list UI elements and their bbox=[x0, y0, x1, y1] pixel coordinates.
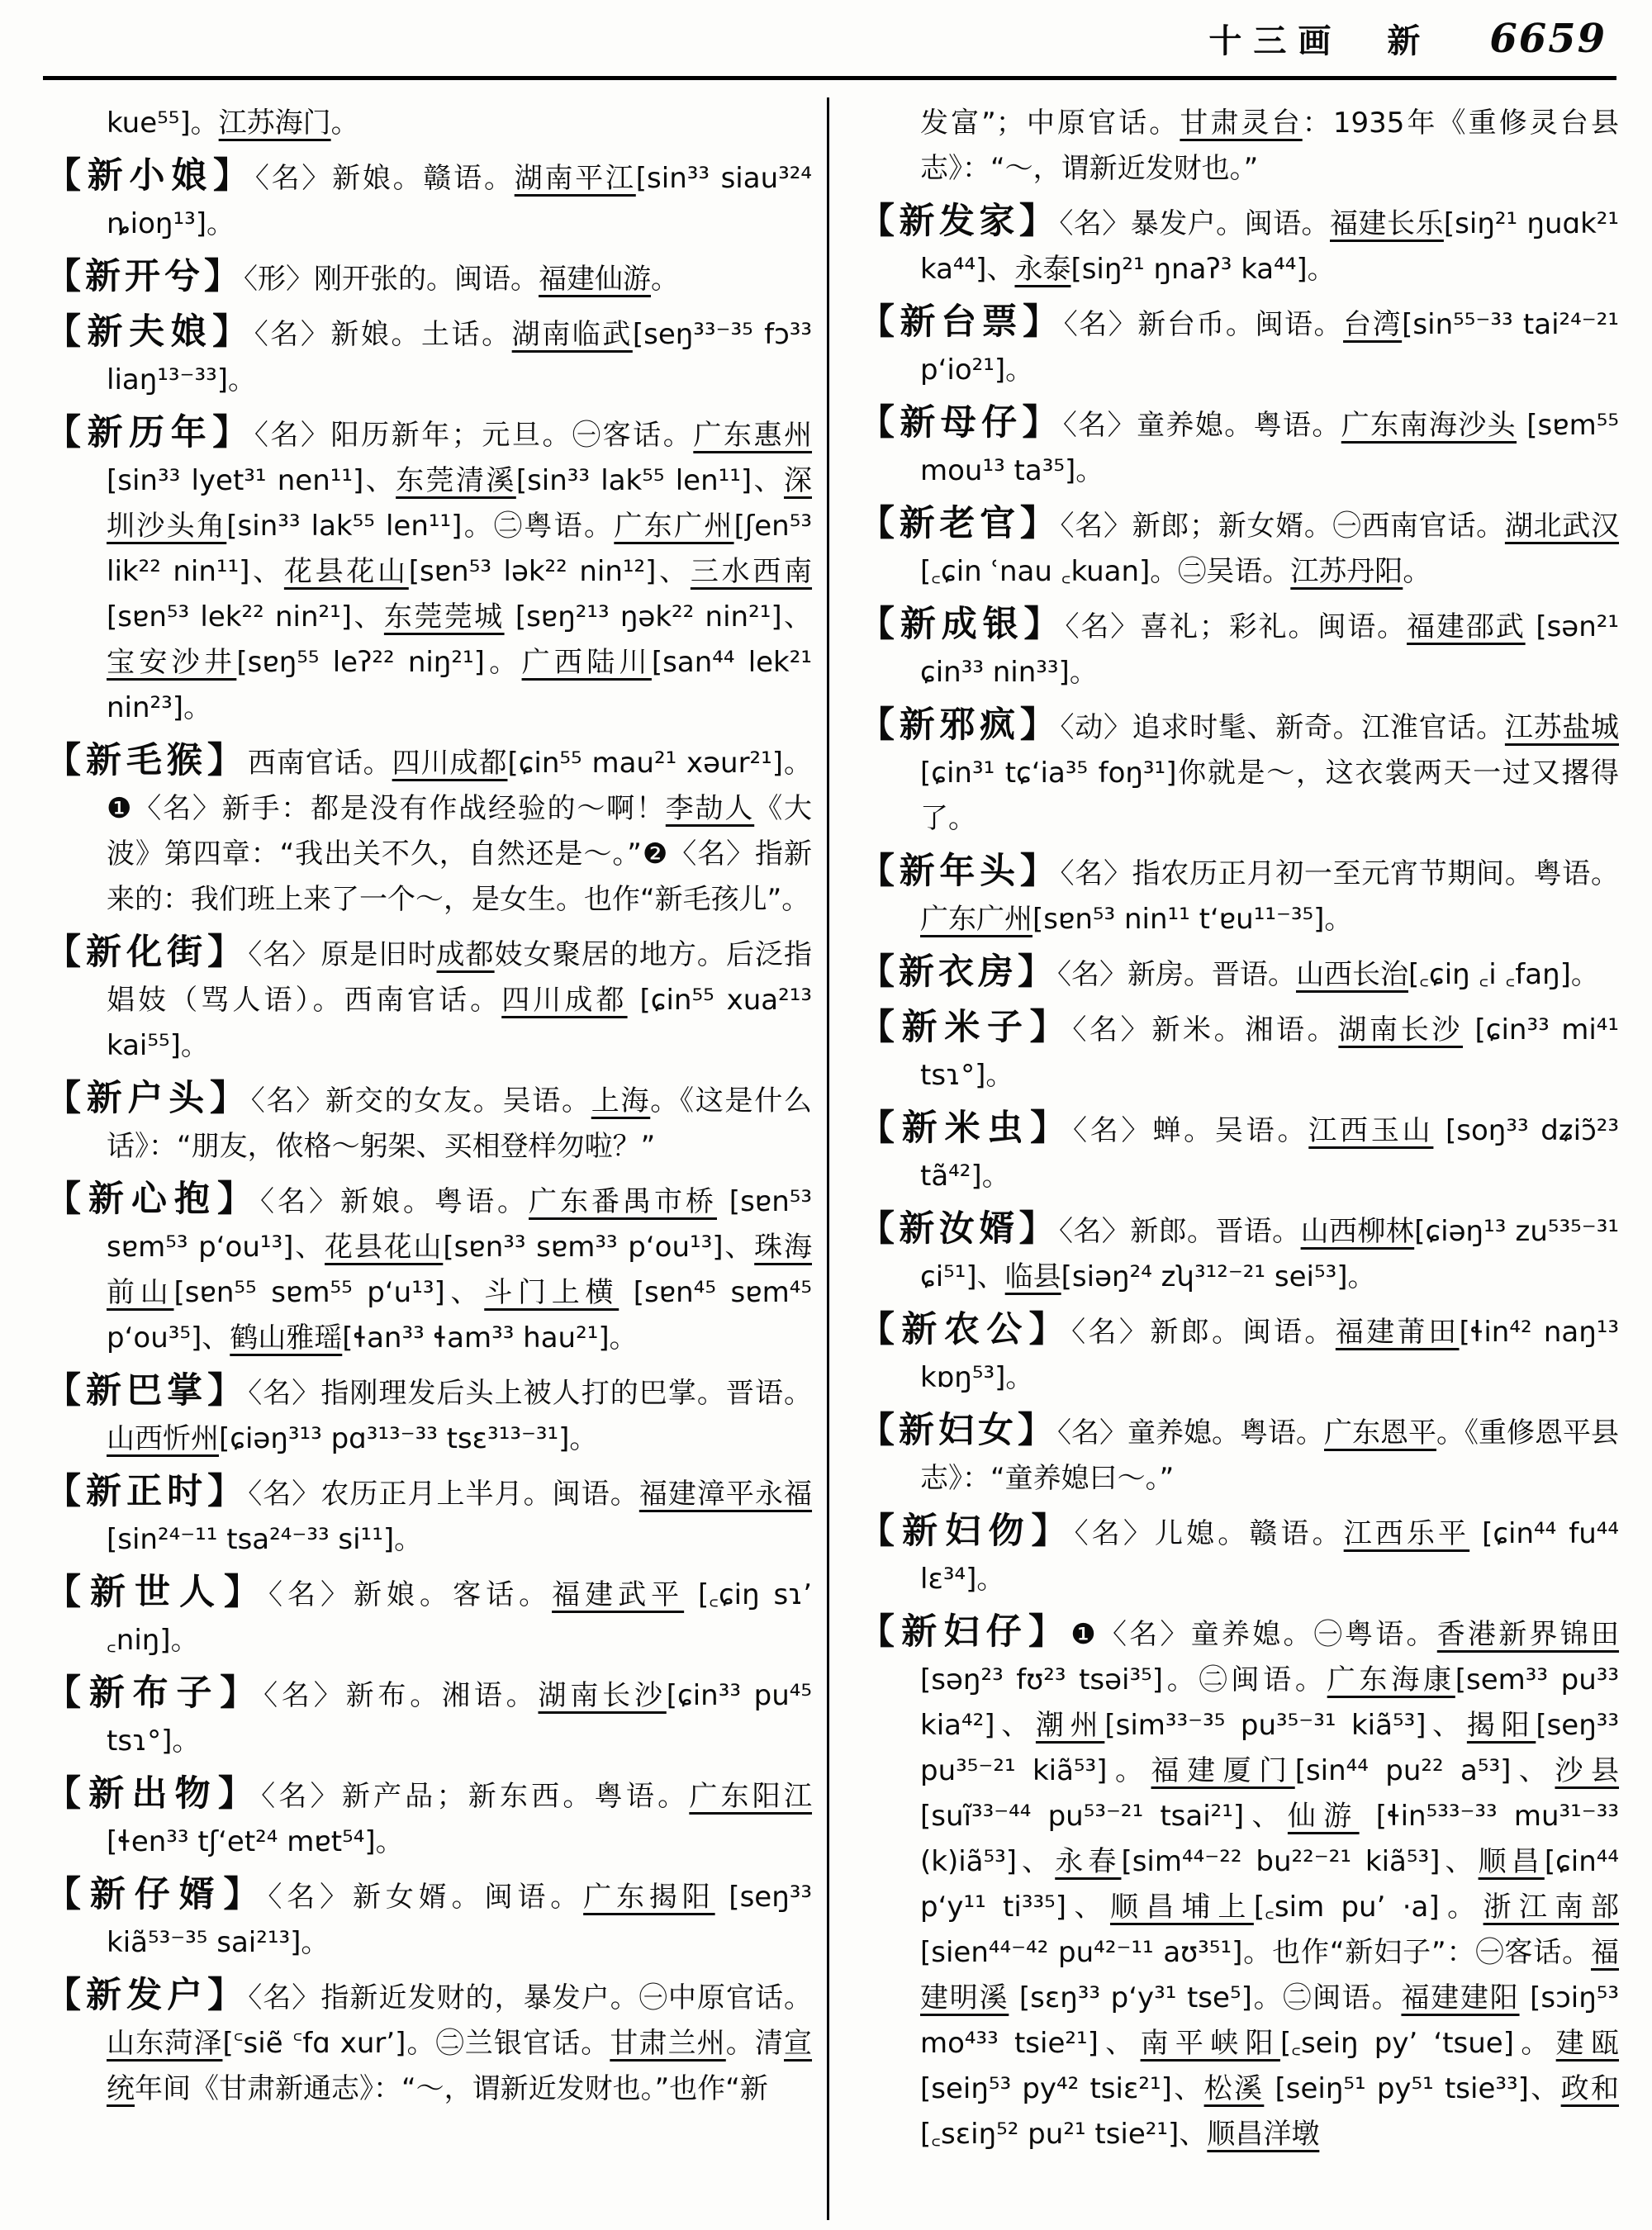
column-divider bbox=[827, 97, 829, 2220]
dictionary-entry bbox=[859, 403, 1619, 494]
body-text: [sien⁴⁴⁻⁴² pu⁴²⁻¹¹ aʊ³⁵¹]。也作“新妇子”：㊀客话。 bbox=[920, 1936, 1591, 1969]
place-name: 香港新界锦田 bbox=[1436, 1618, 1620, 1651]
body-text: 〈名〉新郎。闽语。 bbox=[1071, 1316, 1336, 1349]
place-name: 江西乐平 bbox=[1343, 1517, 1470, 1550]
body-text: [sɐŋ²¹³ ŋək²² nin²¹]、 bbox=[504, 600, 813, 633]
place-name: 山东菏泽 bbox=[107, 2027, 223, 2060]
entry-headword: 【新巴掌】 bbox=[45, 1370, 249, 1412]
body-text: [sɐn⁵³ nin¹¹ t‘ɐu¹¹⁻³⁵]。 bbox=[1032, 903, 1353, 936]
body-text: 〈名〉新娘。土话。 bbox=[254, 318, 512, 351]
page-header bbox=[1208, 15, 1607, 62]
body-text: [꜂siẽ ꜂fɑ xur’]。㊁兰银官话。 bbox=[222, 2027, 610, 2060]
place-name: 斗门上横 bbox=[484, 1276, 620, 1309]
place-name: 揭阳 bbox=[1466, 1709, 1536, 1742]
body-text: 〈名〉童养媳。粤语。 bbox=[1062, 409, 1341, 442]
dictionary-entry bbox=[859, 202, 1619, 292]
dictionary-entry bbox=[45, 312, 812, 403]
place-name: 永春 bbox=[1055, 1845, 1122, 1878]
place-name: 东莞清溪 bbox=[396, 464, 516, 497]
dictionary-entry bbox=[45, 1079, 812, 1170]
place-name: 上海 bbox=[591, 1084, 651, 1117]
body-text: [꜀ɕin ʿnau ꜀kuan]。㊁吴语。 bbox=[920, 555, 1291, 588]
place-name: 顺昌洋墩 bbox=[1207, 2118, 1320, 2151]
body-text: 〈名〉新郎；新女婿。㊀西南官话。 bbox=[1060, 510, 1505, 543]
place-name: 仙游 bbox=[1287, 1800, 1360, 1833]
body-text: 《大波》第四章：“我出关不久，自然还是～。”❷〈名〉指新来的：我们班上来了一个～，是女生。也作“新毛孩儿”。 bbox=[107, 792, 813, 916]
entry-headword: 【新化街】 bbox=[45, 932, 249, 973]
body-text: 〈名〉指农历正月初一至元宵节期间。粤语。 bbox=[1060, 857, 1620, 890]
place-name: 四川成都 bbox=[501, 984, 628, 1017]
place-name: 鹤山雅瑶 bbox=[230, 1321, 343, 1355]
entry-headword: 【新夫娘】 bbox=[45, 311, 254, 353]
continuation-text bbox=[45, 101, 812, 146]
body-text: [san⁴⁴ lek²¹ nin²³]。 bbox=[107, 646, 813, 724]
body-text: 〈名〉喜礼；彩礼。闽语。 bbox=[1065, 610, 1408, 643]
entry-headword: 【新台票】 bbox=[859, 301, 1064, 343]
place-name: 三水西南 bbox=[690, 555, 813, 588]
body-text: 〈名〉新女婿。闽语。 bbox=[268, 1881, 584, 1914]
place-name: 南平峡阳 bbox=[1140, 2027, 1280, 2060]
body-text: [ɕin³¹ tɕ‘ia³⁵ foŋ³¹]你就是～，这衣裳两天一过又撂得了。 bbox=[920, 757, 1619, 835]
body-text: [sin³³ lyet³¹ nen¹¹]、 bbox=[107, 464, 396, 497]
entry-headword: 【新年头】 bbox=[859, 851, 1061, 892]
entry-headword: 【新出物】 bbox=[45, 1773, 262, 1815]
place-name: 福建明溪 bbox=[920, 1936, 1619, 2014]
entry-headword: 【新成银】 bbox=[859, 604, 1066, 645]
place-name: 湖北武汉 bbox=[1504, 510, 1620, 543]
body-text: [ɕiəŋ³¹³ pɑ³¹³⁻³³ tsɛ³¹³⁻³¹]。 bbox=[219, 1422, 598, 1455]
body-text: 〈形〉刚开张的。闽语。 bbox=[244, 263, 539, 296]
place-name: 广东恩平 bbox=[1324, 1416, 1436, 1450]
entry-headword: 【新户头】 bbox=[45, 1078, 251, 1119]
body-text: 〈名〉儿媳。赣语。 bbox=[1074, 1517, 1344, 1550]
dictionary-entry bbox=[45, 1673, 812, 1764]
place-name: 福建漳平永福 bbox=[638, 1478, 813, 1511]
body-text: 〈名〉新娘。粤语。 bbox=[260, 1185, 529, 1218]
entry-headword: 【新正时】 bbox=[45, 1471, 249, 1512]
dictionary-entry bbox=[859, 1008, 1619, 1098]
body-text: 〈名〉童养媳。粤语。 bbox=[1057, 1416, 1324, 1450]
body-text: [soŋ³³ dʑiɔ̃²³ tã⁴²]。 bbox=[920, 1114, 1620, 1193]
body-text: [seiŋ⁵¹ py⁵¹ tsie³³]、 bbox=[1264, 2072, 1561, 2105]
dictionary-entry bbox=[45, 156, 812, 247]
body-text: kue⁵⁵]。 bbox=[107, 107, 219, 140]
place-name: 台湾 bbox=[1343, 308, 1403, 341]
body-text: 〈动〉追求时髦、新奇。江淮官话。 bbox=[1060, 711, 1505, 744]
body-text: 。 bbox=[330, 107, 359, 140]
body-text: 〈名〉新米。湘语。 bbox=[1072, 1013, 1339, 1046]
body-text: 〈名〉新布。湘语。 bbox=[263, 1679, 539, 1712]
body-text: 妓女聚居的地方。后泛指娼妓（骂人语）。西南官话。 bbox=[107, 938, 813, 1017]
left-column bbox=[45, 101, 812, 2122]
place-name: 广东广州 bbox=[614, 510, 734, 543]
body-text: 〈名〉新产品；新东西。粤语。 bbox=[261, 1780, 690, 1813]
place-name: 江苏海门 bbox=[218, 107, 331, 140]
entry-headword: 【新农公】 bbox=[859, 1309, 1072, 1350]
place-name: 建瓯 bbox=[1555, 2027, 1620, 2060]
body-text: [ɬin⁴² naŋ¹³ kɒŋ⁵³]。 bbox=[920, 1316, 1620, 1394]
place-name: 成都 bbox=[436, 938, 495, 971]
body-text: 〈名〉新交的女友。吴语。 bbox=[250, 1084, 591, 1117]
dictionary-entry bbox=[45, 1179, 812, 1361]
place-name: 广东揭阳 bbox=[583, 1881, 715, 1914]
place-name: 顺昌埔上 bbox=[1109, 1891, 1254, 1924]
body-text: [sim³³⁻³⁵ pu³⁵⁻³¹ kiã⁵³]、 bbox=[1104, 1709, 1467, 1742]
entry-headword: 【新米子】 bbox=[859, 1007, 1073, 1048]
entry-headword: 【新妇仔】 bbox=[859, 1611, 1071, 1653]
place-name: 甘肃兰州 bbox=[610, 2027, 726, 2060]
body-text: [꜀ɕiŋ sɿ’ ꜀niŋ]。 bbox=[107, 1578, 813, 1657]
place-name: 福建建阳 bbox=[1401, 1981, 1520, 2014]
dictionary-entry bbox=[859, 705, 1619, 842]
dictionary-entry bbox=[45, 257, 812, 302]
body-text: 〈名〉新房。晋语。 bbox=[1057, 958, 1296, 991]
place-name: 东莞莞城 bbox=[383, 600, 505, 633]
place-name: 江苏丹阳 bbox=[1290, 555, 1403, 588]
entry-headword: 【新历年】 bbox=[45, 412, 254, 453]
dictionary-entry bbox=[859, 1108, 1619, 1199]
dictionary-entry bbox=[45, 932, 812, 1069]
entry-headword: 【新发户】 bbox=[45, 1975, 249, 2016]
body-text: [sɐn⁵³ lək²² nin¹²]、 bbox=[408, 555, 691, 588]
place-name: 李劼人 bbox=[665, 792, 755, 825]
place-name: 政和 bbox=[1560, 2072, 1620, 2105]
place-name: 松溪 bbox=[1203, 2072, 1265, 2105]
dictionary-entry bbox=[45, 1472, 812, 1563]
body-text: [sin²⁴⁻¹¹ tsa²⁴⁻³³ si¹¹]。 bbox=[107, 1523, 423, 1556]
body-text: [siəŋ²⁴ zʮ³¹²⁻²¹ sei⁵³]。 bbox=[1061, 1260, 1376, 1293]
place-name: 福建厦门 bbox=[1151, 1754, 1295, 1787]
body-text: [ɕin⁵⁵ mau²¹ xəur²¹]。❶〈名〉新手：都是没有作战经验的～啊！ bbox=[107, 747, 813, 825]
dictionary-entry bbox=[859, 302, 1619, 393]
place-name: 福建武平 bbox=[552, 1578, 685, 1611]
place-name: 江西玉山 bbox=[1308, 1114, 1434, 1147]
body-text: [ɕin⁴⁴ fu⁴⁴ lɛ³⁴]。 bbox=[920, 1517, 1620, 1596]
body-text: [sɐn⁵⁵ sɐm⁵⁵ p‘u¹³]、 bbox=[173, 1276, 485, 1309]
body-text: 西南官话。 bbox=[247, 747, 392, 780]
place-name: 湖南长沙 bbox=[538, 1679, 667, 1712]
place-name: 广东南海沙头 bbox=[1341, 409, 1517, 442]
place-name: 潮州 bbox=[1035, 1709, 1105, 1742]
right-column bbox=[859, 101, 1619, 2167]
place-name: 广东海康 bbox=[1327, 1663, 1455, 1696]
body-text: [seiŋ⁵³ py⁴² tsiɛ²¹]、 bbox=[920, 2072, 1204, 2105]
body-text: 〈名〉农历正月上半月。闽语。 bbox=[248, 1478, 639, 1511]
body-text: [sɔiŋ⁵³ mo⁴³³ tsie²¹]、 bbox=[920, 1981, 1620, 2060]
body-text: [ʃen⁵³ lik²² nin¹¹]、 bbox=[107, 510, 812, 588]
body-text: 〈名〉新郎。晋语。 bbox=[1059, 1215, 1301, 1248]
place-name: 福建仙游 bbox=[539, 263, 651, 296]
body-text: 〈名〉指刚理发后头上被人打的巴掌。晋语。 bbox=[248, 1377, 813, 1410]
body-text: [seŋ³³⁻³⁵ fɔ³³ liaŋ¹³⁻³³]。 bbox=[107, 318, 813, 396]
body-text: [seŋ³³ kiã⁵³⁻³⁵ sai²¹³]。 bbox=[107, 1881, 813, 1959]
place-name: 湖南临武 bbox=[511, 318, 633, 351]
body-text: 〈名〉指新近发财的，暴发户。㊀中原官话。 bbox=[248, 1981, 813, 2014]
dictionary-entry bbox=[859, 1209, 1619, 1300]
body-text: [sin³³ lak⁵⁵ len¹¹]。㊁粤语。 bbox=[226, 510, 615, 543]
entry-headword: 【新邪疯】 bbox=[859, 705, 1061, 746]
entry-headword: 【新布子】 bbox=[45, 1672, 264, 1714]
dictionary-entry bbox=[45, 1774, 812, 1865]
place-name: 江苏盐城 bbox=[1504, 711, 1620, 744]
dictionary-entry bbox=[859, 952, 1619, 998]
entry-headword: 【新开兮】 bbox=[45, 256, 244, 297]
entry-headword: 【新毛猴】 bbox=[45, 740, 248, 781]
body-text: 。 bbox=[1403, 555, 1431, 588]
entry-headword: 【新妇伆】 bbox=[859, 1511, 1075, 1552]
body-text: ❶〈名〉童养媳。㊀粤语。 bbox=[1070, 1618, 1437, 1651]
place-name: 山西长治 bbox=[1296, 958, 1408, 991]
place-name: 山西柳林 bbox=[1300, 1215, 1415, 1248]
place-name: 临县 bbox=[1004, 1260, 1061, 1293]
place-name: 福建长乐 bbox=[1330, 207, 1444, 240]
body-text: [sən²¹ ɕin³³ nin³³]。 bbox=[920, 610, 1620, 689]
body-text: 〈名〉蝉。吴语。 bbox=[1072, 1114, 1309, 1147]
body-text: [ɕin⁵⁵ xua²¹³ kai⁵⁵]。 bbox=[107, 984, 813, 1062]
place-name: 福建莆田 bbox=[1335, 1316, 1460, 1349]
body-text: 〈名〉阳历新年；元旦。㊀客话。 bbox=[254, 419, 694, 452]
place-name: 甘肃灵台 bbox=[1180, 107, 1303, 140]
body-text: [seŋ³³ pu³⁵⁻²¹ kiã⁵³]。 bbox=[920, 1709, 1620, 1787]
header-rule bbox=[43, 76, 1616, 80]
place-name: 浙江南部 bbox=[1483, 1891, 1619, 1924]
body-text: [sɐm⁵⁵ mou¹³ ta³⁵]。 bbox=[920, 409, 1619, 487]
place-name: 广东惠州 bbox=[693, 419, 813, 452]
body-text: 发富”；中原官话。 bbox=[920, 107, 1180, 140]
entry-headword: 【新老官】 bbox=[859, 503, 1061, 544]
place-name: 宣统 bbox=[107, 2027, 813, 2105]
entry-headword: 【新母仔】 bbox=[859, 402, 1063, 444]
body-text: [ɕin³³ mi⁴¹ tsɿ°]。 bbox=[920, 1013, 1620, 1092]
body-text: 〈名〉暴发户。闽语。 bbox=[1059, 207, 1331, 240]
body-text: [sɐn⁵³ lek²² nin²¹]、 bbox=[107, 600, 384, 633]
entry-headword: 【新世人】 bbox=[45, 1572, 269, 1613]
entry-headword: 【新仔婿】 bbox=[45, 1874, 268, 1915]
body-text: [sin⁴⁴ pu²² a⁵³]、 bbox=[1294, 1754, 1555, 1787]
place-name: 花县花山 bbox=[325, 1231, 444, 1264]
entry-headword: 【新心抱】 bbox=[45, 1179, 260, 1220]
entry-headword: 【新小娘】 bbox=[45, 155, 255, 197]
place-name: 永泰 bbox=[1014, 253, 1071, 286]
body-text: [sɐn³³ sɐm³³ p‘ou¹³]、 bbox=[443, 1231, 755, 1264]
body-text: [꜀ɕiŋ ꜀i ꜀faŋ]。 bbox=[1408, 958, 1599, 991]
dictionary-entry bbox=[45, 413, 812, 731]
place-name: 广东阳江 bbox=[689, 1780, 813, 1813]
body-text: 。 bbox=[651, 263, 679, 296]
dictionary-entry bbox=[859, 1511, 1619, 1602]
body-text: [sɐŋ⁵⁵ leʔ²² niŋ²¹]。 bbox=[236, 646, 522, 679]
body-text: [siŋ²¹ ŋuɑk²¹ ka⁴⁴]、 bbox=[920, 207, 1620, 286]
place-name: 广东番禺市桥 bbox=[529, 1185, 717, 1218]
place-name: 花县花山 bbox=[283, 555, 409, 588]
body-text: [sin³³ lak⁵⁵ len¹¹]、 bbox=[515, 464, 784, 497]
body-text: [ɕiəŋ¹³ zu⁵³⁵⁻³¹ ɕi⁵¹]、 bbox=[920, 1215, 1620, 1293]
body-text: [sɐn⁵³ sɐm⁵³ p‘ou¹³]、 bbox=[107, 1185, 812, 1264]
dictionary-entry bbox=[45, 1573, 812, 1663]
body-text: 年间《甘肃新通志》：“～，谓新近发财也。”也作“新 bbox=[135, 2072, 768, 2105]
body-text: 〈名〉新娘。赣语。 bbox=[254, 162, 515, 195]
body-text: [ɬen³³ tʃ‘et²⁴ mɐt⁵⁴]。 bbox=[107, 1825, 404, 1858]
place-name: 沙县 bbox=[1555, 1754, 1620, 1787]
page-number: 6659 bbox=[1489, 16, 1607, 62]
entry-headword: 【新衣房】 bbox=[859, 951, 1057, 993]
body-text: 。清 bbox=[725, 2027, 785, 2060]
dictionary-entry bbox=[859, 1310, 1619, 1401]
entry-headword: 【新汝婿】 bbox=[859, 1208, 1059, 1250]
body-text: 〈名〉新娘。客话。 bbox=[268, 1578, 553, 1611]
dictionary-entry bbox=[859, 605, 1619, 695]
body-text: [ɬin⁵³³⁻³³ mu³¹⁻³³ (k)iã⁵³]、 bbox=[920, 1800, 1619, 1878]
body-text: [ɬan³³ ɬam³³ hau²¹]。 bbox=[342, 1321, 638, 1355]
place-name: 深圳沙头角 bbox=[107, 464, 812, 543]
dictionary-entry bbox=[45, 741, 812, 923]
body-text: [sin³³ siau³²⁴ ȵioŋ¹³]。 bbox=[107, 162, 813, 240]
dictionary-entry bbox=[859, 852, 1619, 942]
place-name: 广西陆川 bbox=[521, 646, 652, 679]
body-text: [suĩ³³⁻⁴⁴ pu⁵³⁻²¹ tsai²¹]、 bbox=[920, 1800, 1288, 1833]
body-text: ：1935年《重修灵台县志》：“～，谓新近发财也。” bbox=[920, 107, 1619, 185]
place-name: 福建邵武 bbox=[1407, 610, 1526, 643]
place-name: 广东广州 bbox=[920, 903, 1032, 936]
body-text: [sem³³ pu³³ kia⁴²]、 bbox=[920, 1663, 1620, 1742]
dictionary-entry bbox=[45, 1976, 812, 2112]
body-text: [꜀seiŋ py’ ‘tsue]。 bbox=[1279, 2027, 1556, 2060]
dictionary-entry bbox=[859, 504, 1619, 595]
place-name: 顺昌 bbox=[1478, 1845, 1545, 1878]
body-text: 〈名〉原是旧时 bbox=[248, 938, 437, 971]
dictionary-entry bbox=[45, 1875, 812, 1966]
place-name: 珠海前山 bbox=[107, 1231, 812, 1309]
body-text: 。《这是什么话》：“朋友，侬格～躬架、买相登样勿啦？” bbox=[107, 1084, 812, 1163]
body-text: 。《重修恩平县志》：“童养媳曰～。” bbox=[920, 1416, 1619, 1495]
entry-headword: 【新米虫】 bbox=[859, 1108, 1073, 1149]
body-text: [sɛŋ³³ p‘y³¹ tse⁵]。㊁闽语。 bbox=[1009, 1981, 1402, 2014]
dictionary-entry bbox=[859, 1411, 1619, 1502]
place-name: 山西忻州 bbox=[107, 1422, 219, 1455]
place-name: 四川成都 bbox=[392, 747, 508, 780]
dictionary-entry bbox=[859, 1612, 1619, 2157]
body-text: [ɕin⁴⁴ p‘y¹¹ ti³³⁵]、 bbox=[920, 1845, 1620, 1924]
body-text: 〈名〉新台币。闽语。 bbox=[1063, 308, 1344, 341]
body-text: [꜀sɛiŋ⁵² pu²¹ tsie²¹]、 bbox=[920, 2118, 1208, 2151]
body-text: [sɐn⁴⁵ sɐm⁴⁵ p‘ou³⁵]、 bbox=[107, 1276, 813, 1355]
body-text: [ɕin³³ pu⁴⁵ tsɿ°]。 bbox=[107, 1679, 813, 1758]
body-text: [sin⁵⁵⁻³³ tai²⁴⁻²¹ p‘io²¹]。 bbox=[920, 308, 1620, 387]
body-text: [sim⁴⁴⁻²² bu²²⁻²¹ kiã⁵³]、 bbox=[1121, 1845, 1479, 1878]
body-text: [꜀sim pu’ ·a]。 bbox=[1253, 1891, 1483, 1924]
dictionary-entry bbox=[45, 1371, 812, 1462]
section-title: 十三画 新 bbox=[1208, 22, 1432, 60]
place-name: 宝安沙井 bbox=[107, 646, 237, 679]
body-text: [siŋ²¹ ŋnaʔ³ ka⁴⁴]。 bbox=[1070, 253, 1336, 286]
place-name: 湖南长沙 bbox=[1338, 1013, 1464, 1046]
place-name: 湖南平江 bbox=[514, 162, 636, 195]
continuation-text bbox=[859, 101, 1619, 192]
body-text: [səŋ²³ fʊ²³ tsəi³⁵]。㊁闽语。 bbox=[920, 1663, 1327, 1696]
entry-headword: 【新发家】 bbox=[859, 201, 1060, 242]
entry-headword: 【新妇女】 bbox=[859, 1410, 1057, 1451]
